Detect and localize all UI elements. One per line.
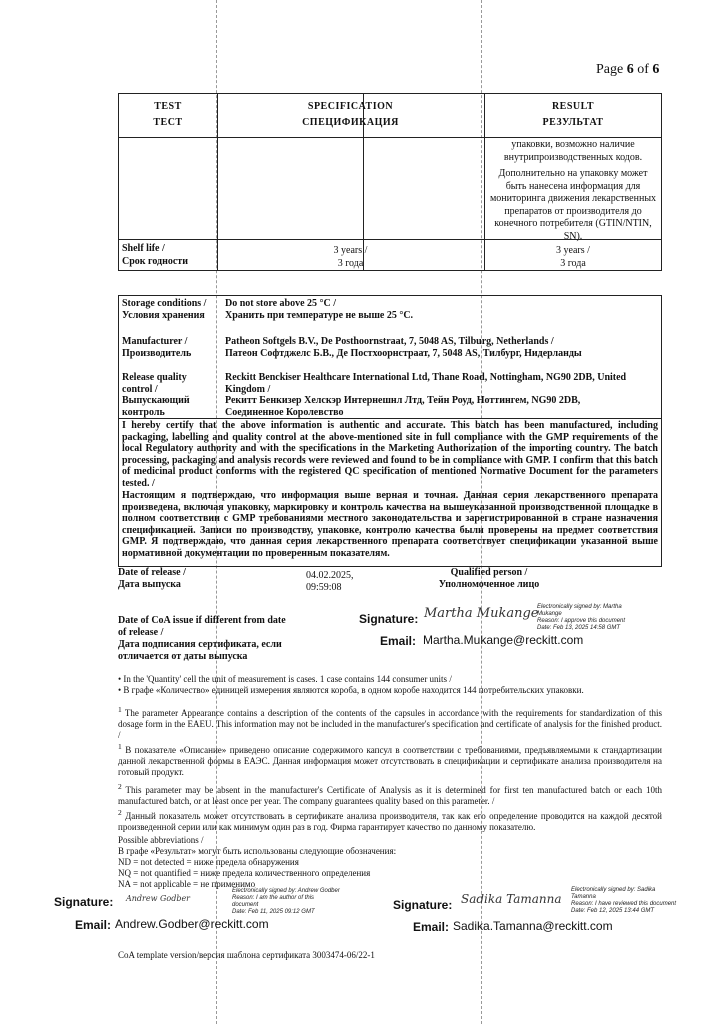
email-label: Email: — [380, 634, 417, 648]
e-signature-stamp-right: Electronically signed by: Sadika Tamanna Reason: I have reviewed this document Date: Feb 12, 2025 13:44 GMT — [571, 887, 677, 914]
row-divider — [119, 137, 661, 138]
header-result: RESULT РЕЗУЛЬТАТ — [542, 101, 604, 128]
email-label-right: Email: — [413, 920, 450, 934]
quantity-note: • In the 'Quantity' cell the unit of measurement is cases. 1 case contains 144 consumer units / • В графе «Количество» единицей измерения являются короба, в одном коробе находится 144 потребительских упаковки. — [118, 674, 584, 695]
signature-label: Signature: — [359, 612, 419, 626]
email-label-left: Email: — [75, 918, 112, 932]
release-control-value: Reckitt Benckiser Healthcare International Ltd, Thane Road, Nottingham, NG90 2DB, United Kingdom / Рекитт Бенкизер Хелскэр Интернешнл Лтд, Тейн Роуд, Ноттингем, NG90 2DB, Соединенное Королевство — [225, 372, 627, 418]
page-number: Page 6 of 6 — [596, 62, 660, 77]
coa-issue-date-label: Date of CoA issue if different from date of release / Дата подписания сертификата, если отличается от даты выпуска — [118, 615, 286, 662]
email-value: Martha.Mukange@reckitt.com — [423, 633, 584, 647]
handwritten-signature-left: Andrew Godber — [126, 894, 191, 903]
abbreviations: Possible abbreviations / В графе «Результат» могут быть использованы следующие обозначения: ND = not detected = ниже предела обнаружения NQ = not quantified = ниже предела количественного определения NA = not applicable = не применимо — [118, 835, 397, 889]
storage-value: Do not store above 25 °C / Хранить при температуре не выше 25 °C. — [225, 298, 414, 321]
manufacturer-value: Patheon Softgels B.V., De Posthoornstraat, 7, 5048 AS, Tilburg, Netherlands / Патеон Софтджелс Б.В., Де Постхоорнстраат, 7, 5048 AS, Тилбург, Нидерланды — [225, 336, 582, 359]
release-control-label: Release quality control / Выпускающий контроль — [122, 372, 190, 418]
handwritten-signature: Martha Mukange — [424, 606, 539, 621]
row-divider — [119, 418, 661, 419]
certification-ru: Настоящим я подтверждаю, что информация выше верная и точная. Данная серия лекарственного препарата произведена, включая упаковку, маркировку и контроль качества на вышеуказанной производственной площадке в полном соответствии с GMP требованиями местного законодательства и зарегистрированной в стране назначения спецификацией. Записи по производству, упаковке, контролю качества были проверены на предмет соответствия GMP. Я подтверждаю, что данная серия лекарственного препарата соответствует спецификации указанной выше нормативной документации по проверенным показателям. — [122, 490, 658, 559]
shelf-life-label: Shelf life / Срок годности — [122, 243, 188, 267]
certification-en: I hereby certify that the above information is authentic and accurate. This batch has been manufactured, including packaging, labelling and quality control at the above-mentioned site in full compliance with the GMP requirements of the local Regulatory authority and with the specifications in the Marketing Authorization of the importing country. The batch processing, packaging and analysis records were reviewed and found to be in compliance with GMP. I confirm that this batch of medicinal product conforms with the registered QC specification of mentioned Normative Document for the parameters tested. / — [122, 420, 658, 489]
header-specification: SPECIFICATION СПЕЦИФИКАЦИЯ — [302, 101, 399, 128]
template-version: CoA template version/версия шаблона сертификата 3003474-06/22-1 — [118, 950, 375, 960]
date-of-release-value: 04.02.2025, 09:59:08 — [306, 570, 354, 593]
signature-label-left: Signature: — [54, 895, 114, 909]
footnote-2: $^2$ This parameter may be absent in the manufacturer's Certificate of Analysis as it is determined for first ten manufactured batch or each 10th manufactured batch, or at least once per year. The company guarantees quality based on this parameter. / $^2$ Данный показатель может отсутствовать в сертификате анализа производителя, так как его определение проводится на каждой десятой произведенной серии или как минимум один раз в год. Фирма гарантирует качество по данному показателю. — [118, 782, 663, 832]
signature-label-right: Signature: — [393, 898, 453, 912]
row-divider — [119, 239, 661, 240]
spec-table — [118, 93, 662, 271]
footnote-1: $^1$ The parameter Appearance contains a description of the contents of the capsules in accordance with the requirements for standardization of this dosage form in the EAEU. This information may not be included in the manufacturer's specification and certificate of analysis for the finished product. / $^1$ В показателе «Описание» приведено описание содержимого капсул в соответствии с требованиями, предъявляемыми к стандартизации данной лекарственной формы в ЕАЭС. Данная информация может отсутствовать в спецификации и сертификате анализа производителя на готовый продукт. — [118, 705, 662, 777]
manufacturer-label: Manufacturer / Производитель — [122, 336, 192, 359]
header-test: TEST ТЕСТ — [153, 101, 183, 128]
result-continued: упаковки, возможно наличие внутрипроизводственных кодов. Дополнительно на упаковку может быть нанесена информация для мониторинга движения лекарственных препаратов от производителя до конечного потребителя (GTIN/NTIN, SN). — [489, 139, 657, 242]
shelf-life-result: 3 years / 3 года — [556, 245, 590, 269]
email-value-right: Sadika.Tamanna@reckitt.com — [453, 919, 613, 933]
e-signature-stamp: Electronically signed by: Martha Mukange Reason: I approve this document Date: Feb 13, 2025 14:58 GMT — [537, 604, 626, 631]
email-value-left: Andrew.Godber@reckitt.com — [115, 917, 269, 931]
qualified-person-label: Qualified person / Уполномоченное лицо — [438, 567, 540, 590]
info-table — [118, 295, 662, 567]
handwritten-signature-right: Sadika Tamanna — [461, 892, 562, 906]
storage-label: Storage conditions / Условия хранения — [122, 298, 207, 321]
e-signature-stamp-left: Electronically signed by: Andrew Godber Reason: I am the author of this document Date: Feb 11, 2025 09:12 GMT — [232, 888, 340, 915]
date-of-release-label: Date of release / Дата выпуска — [118, 567, 186, 590]
shelf-life-spec: 3 years / 3 года — [333, 245, 368, 269]
